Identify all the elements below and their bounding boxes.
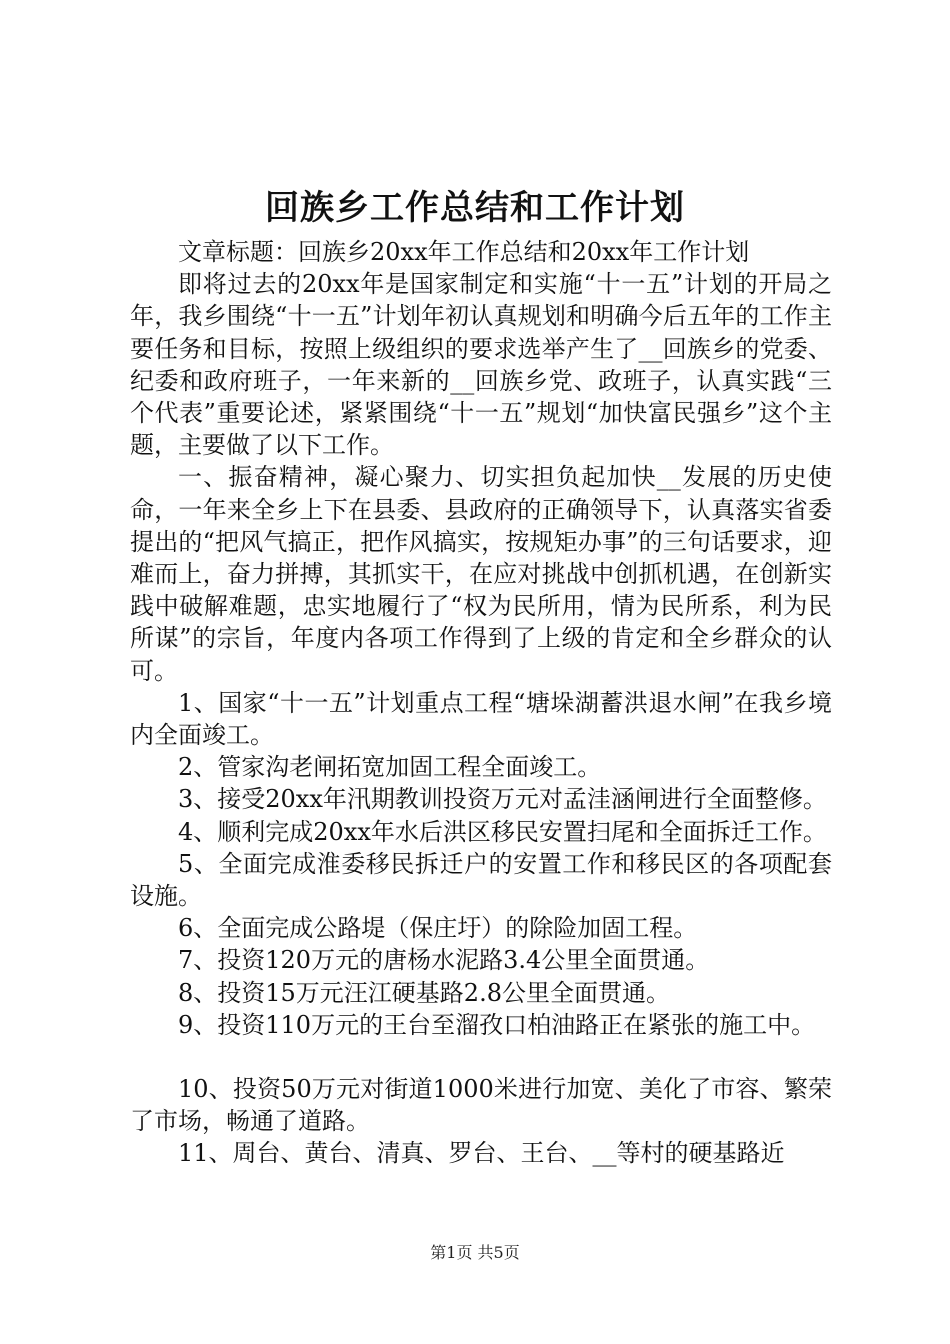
article-heading-line: 文章标题：回族乡20xx年工作总结和20xx年工作计划	[178, 238, 750, 266]
list-item: 7、投资120万元的唐杨水泥路3.4公里全面贯通。	[178, 946, 710, 975]
list-item: 4、顺利完成20xx年水后洪区移民安置扫尾和全面拆迁工作。	[178, 817, 827, 846]
list-item: 5、全面完成淮委移民拆迁户的安置工作和移民区的各项配套设施。	[130, 849, 832, 911]
page-footer: 第1页 共5页	[430, 1243, 520, 1262]
list-item: 9、投资110万元的王台至溜孜口柏油路正在紧张的施工中。	[178, 1010, 816, 1039]
list-item: 6、全面完成公路堤（保庄圩）的除险加固工程。	[178, 914, 698, 943]
paragraph-gap	[130, 1041, 832, 1073]
list-item: 3、接受20xx年汛期教训投资万元对孟洼涵闸进行全面整修。	[178, 785, 827, 814]
section-one-paragraph: 一、振奋精神，凝心聚力、切实担负起加快__发展的历史使命，一年来全乡上下在县委、县政府的正确领导下，认真落实省委提出的“把风气搞正，把作风搞实，按规矩办事”的三句话要求，迎难而上，奋力拼搏，其抓实干，在应对挑战中创抓机遇，在创新实践中破解难题，忠实地履行了“权为民所用，情为民所系，利为民所谋”的宗旨，年度内各项工作得到了上级的肯定和全乡群众的认可。	[130, 463, 832, 685]
list-item: 2、管家沟老闸拓宽加固工程全面竣工。	[178, 753, 602, 782]
document-body	[130, 236, 832, 1170]
list-item: 10、投资50万元对街道1000米进行加宽、美化了市容、繁荣了市场，畅通了道路。	[130, 1075, 832, 1136]
document-title: 回族乡工作总结和工作计划	[265, 188, 685, 228]
list-item: 8、投资15万元汪江硬基路2.8公里全面贯通。	[178, 978, 670, 1007]
list-item: 11、周台、黄台、清真、罗台、王台、__等村的硬基路近	[178, 1139, 785, 1168]
list-item: 1、国家“十一五”计划重点工程“塘垛湖蓄洪退水闸”在我乡境内全面竣工。	[130, 688, 832, 750]
intro-paragraph: 即将过去的20xx年是国家制定和实施“十一五”计划的开局之年，我乡围绕“十一五”计划年初认真规划和明确今后五年的工作主要任务和目标，按照上级组织的要求选举产生了__回族乡的党委、纪委和政府班子，一年来新的__回族乡党、政班子，认真实践“三个代表”重要论述，紧紧围绕“十一五”规划“加快富民强乡”这个主题，主要做了以下工作。	[130, 270, 832, 460]
